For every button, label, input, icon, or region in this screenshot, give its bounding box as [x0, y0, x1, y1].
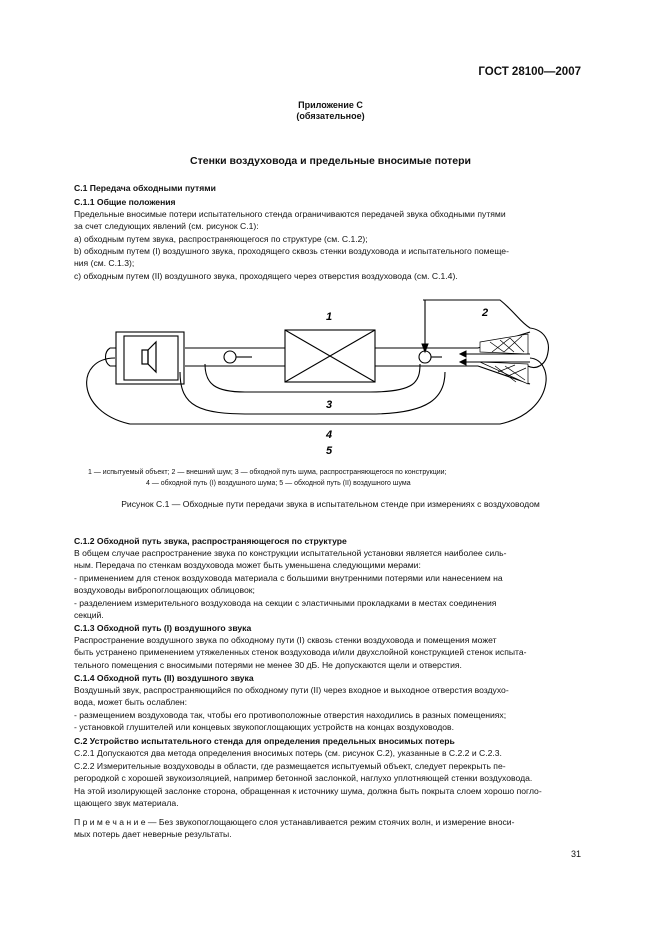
annex-status: (обязательное)	[296, 111, 365, 121]
paragraph-line: Распространение воздушного звука по обходному пути (I) сквозь стенки воздуховода и помещения может	[74, 635, 497, 645]
list-item: с) обходным путем (II) воздушного звука, проходящего через отверстия воздуховода (см. С.1.4).	[74, 271, 458, 281]
list-item: секций.	[74, 610, 104, 620]
paragraph-line: С.2.1 Допускаются два метода определения вносимых потерь (см. рисунок С.2), указанные в С.2.2 и С.2.3.	[74, 748, 502, 758]
paragraph-line: тельного помещения с вносимыми потерями не менее 30 дБ. Не допускаются щели и отверстия.	[74, 660, 462, 670]
list-item: - применением для стенок воздуховода материала с большими внутренними потерями или нанесением на	[74, 573, 503, 583]
paragraph-line: Предельные вносимые потери испытательного стенда ограничиваются передачей звука обходными путями	[74, 209, 506, 219]
section-heading: С.2 Устройство испытательного стенда для определения предельных вносимых потерь	[74, 736, 455, 746]
list-item: b) обходным путем (I) воздушного звука, проходящего сквозь стенки воздуховода и испытательного помеще-	[74, 246, 509, 256]
list-item: - размещением воздуховода так, чтобы его противоположные отверстия находились в разных помещениях;	[74, 710, 507, 720]
list-item: ния (см. С.1.3);	[74, 258, 135, 268]
page-number: 31	[570, 849, 581, 859]
figure-legend: 1 — испытуемый объект; 2 — внешний шум; 3 — обходной путь шума, распространяющегося по конструкции;	[88, 469, 447, 476]
figure-label-3: 3	[326, 399, 333, 411]
annex-title: Приложение С	[298, 100, 363, 110]
subsection-heading: С.1.3 Обходной путь (I) воздушного звука	[74, 623, 252, 633]
section-heading: С.1 Передача обходными путями	[74, 183, 216, 193]
subsection-heading: С.1.1 Общие положения	[74, 197, 176, 207]
paragraph-line: за счет следующих явлений (см. рисунок С.1):	[74, 221, 259, 231]
figure-label-5: 5	[326, 445, 333, 457]
standard-header: ГОСТ 28100—2007	[478, 66, 581, 78]
paragraph-line: С.2.2 Измерительные воздуховоды в области, где размещается испытуемый объект, следует перекрыть пе-	[74, 761, 506, 771]
paragraph-line: щающего звук материала.	[74, 798, 179, 808]
figure-label-2: 2	[482, 307, 489, 319]
paragraph-line: В общем случае распространение звука по конструкции испытательной установки является наиболее силь-	[74, 548, 507, 558]
subsection-heading: С.1.4 Обходной путь (II) воздушного звука	[74, 673, 254, 683]
paragraph-line: ным. Передача по стенкам воздуховода может быть уменьшена следующими мерами:	[74, 560, 421, 570]
figure-legend: 4 — обходной путь (I) воздушного шума; 5 — обходной путь (II) воздушного шума	[146, 480, 411, 487]
list-item: воздуховоды вибропоглощающих облицовок;	[74, 585, 255, 595]
paragraph-line: Воздушный звук, распространяющийся по обходному пути (II) через входное и выходное отверстия воздухо-	[74, 685, 509, 695]
paragraph-line: регородкой с хорошей звукоизоляцией, например бетонной заслонкой, наглухо уплотняющей стенки воздуховода.	[74, 773, 533, 783]
figure-caption: Рисунок С.1 — Обходные пути передачи звука в испытательном стенде при измерениях с воздуховодом	[121, 499, 540, 509]
figure-label-4: 4	[326, 429, 333, 441]
list-item: - разделением измерительного воздуховода на секции с эластичными прокладками в местах соединения	[74, 598, 497, 608]
paragraph-line: быть устранено применением утяжеленных стенок воздуховода и/или двухслойной конструкцией стенок испыта-	[74, 647, 527, 657]
paragraph-line: вода, может быть ослаблен:	[74, 697, 188, 707]
list-item: - установкой глушителей или концевых звукопоглощающих устройств на концах воздуховодов.	[74, 722, 454, 732]
bypass-paths-figure	[70, 292, 560, 460]
paragraph-line: На этой изолирующей заслонке сторона, обращенная к источнику шума, должна быть покрыта слоем хорошо погло-	[74, 786, 542, 796]
note-line: П р и м е ч а н и е — Без звукопоглощающего слоя устанавливается режим стоячих волн, и измерение вноси-	[74, 817, 515, 827]
note-line: мых потерь дает неверные результаты.	[74, 829, 232, 839]
list-item: а) обходным путем звука, распространяющегося по структуре (см. С.1.2);	[74, 234, 368, 244]
subsection-heading: С.1.2 Обходной путь звука, распространяющегося по структуре	[74, 536, 347, 546]
figure-label-1: 1	[326, 311, 333, 323]
main-title: Стенки воздуховода и предельные вносимые потери	[190, 155, 471, 167]
